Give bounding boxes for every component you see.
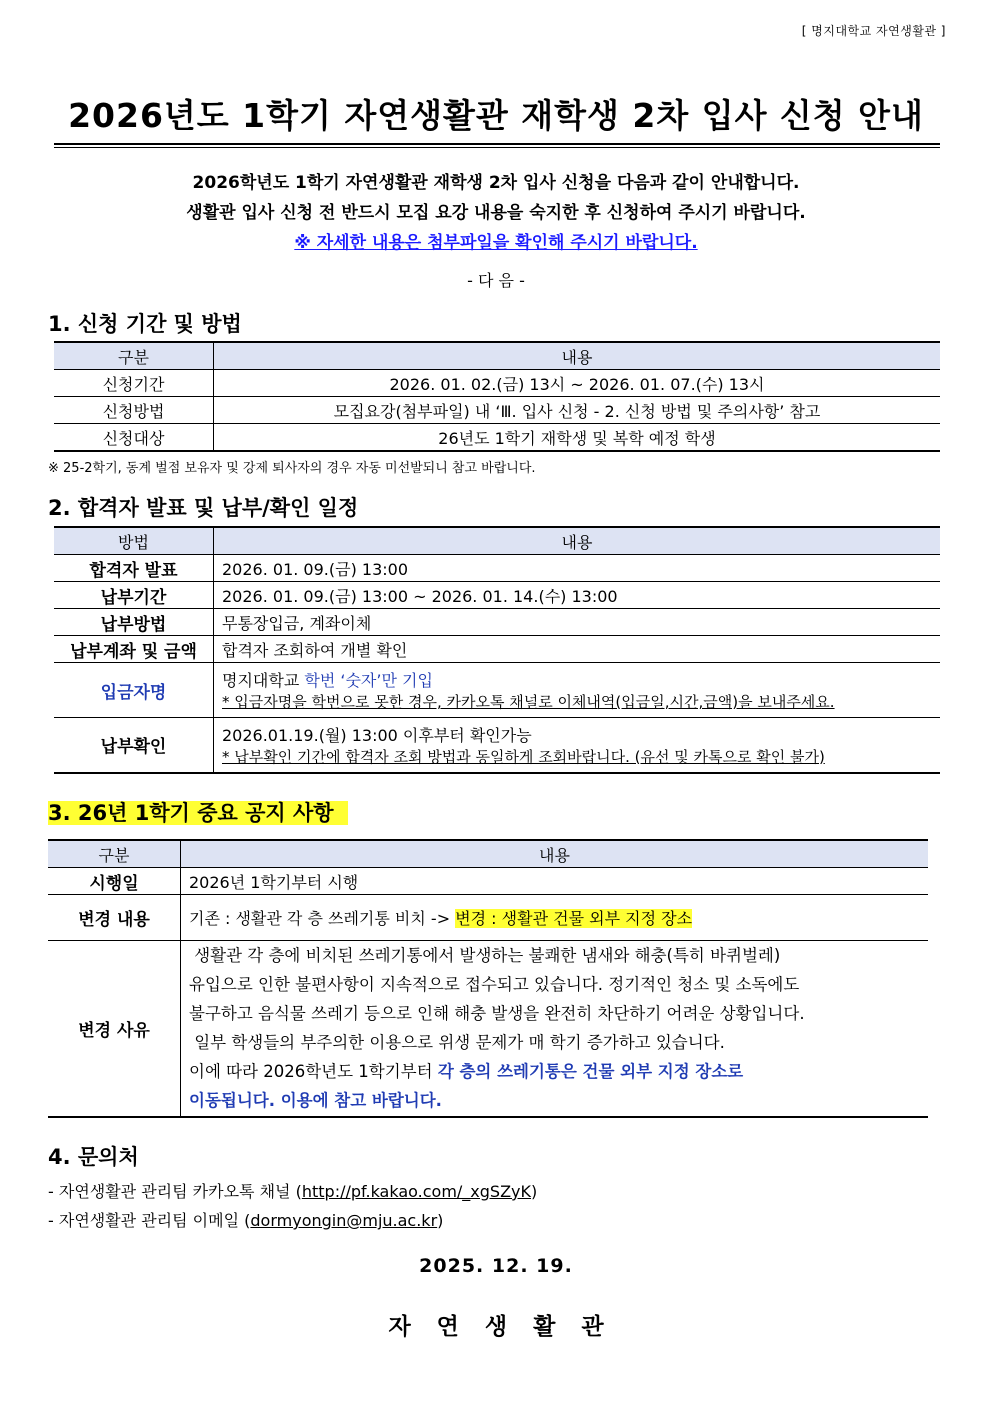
row-value: 합격자 조회하여 개별 확인 [214, 636, 941, 663]
intro-line-2: 생활관 입사 신청 전 반드시 모집 요강 내용을 숙지한 후 신청하여 주시기 바랍니다. [186, 203, 806, 223]
depositor-highlight: 학번 ‘숫자’만 기입 [304, 671, 433, 690]
row-label: 신청대상 [54, 424, 214, 452]
col-header: 방법 [54, 527, 214, 555]
row-value: 2026년 1학기부터 시행 [181, 868, 929, 895]
kakao-suffix: ) [531, 1182, 538, 1201]
title-divider [54, 143, 940, 148]
row-value: 2026. 01. 09.(금) 13:00 [214, 555, 941, 582]
section4-heading: 4. 문의처 [48, 1145, 139, 1169]
depositor-prefix: 명지대학교 [222, 671, 305, 690]
schedule-table [54, 526, 940, 774]
table-row [48, 868, 928, 895]
row-value [181, 941, 929, 1117]
row-label: 시행일 [48, 868, 181, 895]
row-value: 26년도 1학기 재학생 및 복학 예정 학생 [214, 424, 941, 452]
table-row [48, 941, 928, 1117]
row-value [214, 663, 941, 718]
reason-line: 유입으로 인한 불편사항이 지속적으로 접수되고 있습니다. 정기적인 청소 및 소독에도 [189, 975, 800, 995]
confirm-sub: * 납부확인 기간에 합격자 조회 방법과 동일하게 조회바랍니다. (유선 및 카톡으로 확인 불가) [222, 747, 825, 766]
row-label: 납부기간 [54, 582, 214, 609]
row-value [181, 895, 929, 941]
section2-heading: 2. 합격자 발표 및 납부/확인 일정 [48, 496, 359, 520]
table-row [54, 424, 940, 452]
table-row [54, 636, 940, 663]
table-row [48, 895, 928, 941]
table-row [54, 663, 940, 718]
page-title: 2026년도 1학기 자연생활관 재학생 2차 입사 신청 안내 [68, 96, 924, 135]
table-row [54, 718, 940, 773]
da-eum: - 다 음 - [467, 271, 525, 290]
change-before: 기존 : 생활관 각 층 쓰레기통 비치 -> [189, 909, 456, 928]
row-label: 납부확인 [54, 718, 214, 773]
row-label: 입금자명 [54, 663, 214, 718]
header-tag: [ 명지대학교 자연생활관 ] [801, 24, 946, 38]
confirm-value: 2026.01.19.(월) 13:00 이후부터 확인가능 [222, 725, 532, 745]
row-label: 신청기간 [54, 370, 214, 397]
section3-heading [48, 797, 348, 827]
application-table [54, 341, 940, 452]
reason-last-blue: 각 층의 쓰레기통은 건물 외부 지정 장소로 [437, 1062, 744, 1082]
table-row [54, 370, 940, 397]
issue-date: 2025. 12. 19. [419, 1255, 573, 1277]
row-label: 납부계좌 및 금액 [54, 636, 214, 663]
email-suffix: ) [437, 1211, 444, 1230]
reason-line: 생활관 각 층에 비치된 쓰레기통에서 발생하는 불쾌한 냄새와 해충(특히 바퀴벌레) [189, 946, 781, 966]
row-label: 변경 내용 [48, 895, 181, 941]
col-header: 구분 [48, 840, 181, 868]
reason-last-prefix: 이에 따라 2026학년도 1학기부터 [189, 1062, 438, 1082]
table-row [54, 609, 940, 636]
kakao-link[interactable]: http://pf.kakao.com/_xgSZyK [301, 1182, 532, 1201]
row-label: 변경 사유 [48, 941, 181, 1117]
table-row [54, 582, 940, 609]
row-value: 2026. 01. 09.(금) 13:00 ~ 2026. 01. 14.(수) 13:00 [214, 582, 941, 609]
reason-line [189, 1057, 920, 1086]
col-header: 내용 [214, 342, 941, 370]
row-value [214, 718, 941, 773]
intro-line-3 [0, 228, 992, 253]
table-header [54, 342, 940, 370]
reason-line: 일부 학생들의 부주의한 이용으로 위생 문제가 매 학기 증가하고 있습니다. [189, 1033, 725, 1053]
table-row [54, 555, 940, 582]
col-header: 내용 [214, 527, 941, 555]
row-value: 2026. 01. 02.(금) 13시 ~ 2026. 01. 07.(수) 13시 [214, 370, 941, 397]
section1-note: ※ 25-2학기, 동계 벌점 보유자 및 강제 퇴사자의 경우 자동 미선발되니 참고 바랍니다. [48, 461, 536, 476]
contact-email [48, 1208, 443, 1231]
kakao-prefix: - 자연생활관 관리팀 카카오톡 채널 ( [48, 1182, 302, 1201]
row-value: 모집요강(첨부파일) 내 ‘Ⅲ. 입사 신청 - 2. 신청 방법 및 주의사항’ 참고 [214, 397, 941, 424]
intro-line-1: 2026학년도 1학기 자연생활관 재학생 2차 입사 신청을 다음과 같이 안내합니다. [192, 173, 800, 193]
email-link[interactable]: dormyongin@mju.ac.kr [250, 1211, 438, 1230]
row-label: 신청방법 [54, 397, 214, 424]
reason-final: 이동됩니다. 이용에 참고 바랍니다. [189, 1091, 442, 1111]
attachment-notice: ※ 자세한 내용은 첨부파일을 확인해 주시기 바랍니다. [294, 233, 698, 253]
organization-name: 자 연 생 활 관 [388, 1314, 604, 1340]
reason-line: 불구하고 음식물 쓰레기 등으로 인해 해충 발생을 완전히 차단하기 어려운 상황입니다. [189, 1004, 805, 1024]
col-header: 내용 [181, 840, 929, 868]
table-row [54, 397, 940, 424]
depositor-sub: * 입금자명을 학번으로 못한 경우, 카카오톡 채널로 이체내역(입금일,시간,금액)을 보내주세요. [222, 693, 835, 711]
section1-heading: 1. 신청 기간 및 방법 [48, 312, 242, 336]
email-prefix: - 자연생활관 관리팀 이메일 ( [48, 1211, 251, 1230]
row-label: 납부방법 [54, 609, 214, 636]
contact-kakao [48, 1179, 537, 1202]
notice-table [48, 839, 928, 1118]
table-header [48, 840, 928, 868]
row-label: 합격자 발표 [54, 555, 214, 582]
col-header: 구분 [54, 342, 214, 370]
table-header [54, 527, 940, 555]
row-value: 무통장입금, 계좌이체 [214, 609, 941, 636]
change-after: 변경 : 생활관 건물 외부 지정 장소 [455, 909, 693, 928]
section3-heading-text: 3. 26년 1학기 중요 공지 사항 [48, 801, 348, 825]
